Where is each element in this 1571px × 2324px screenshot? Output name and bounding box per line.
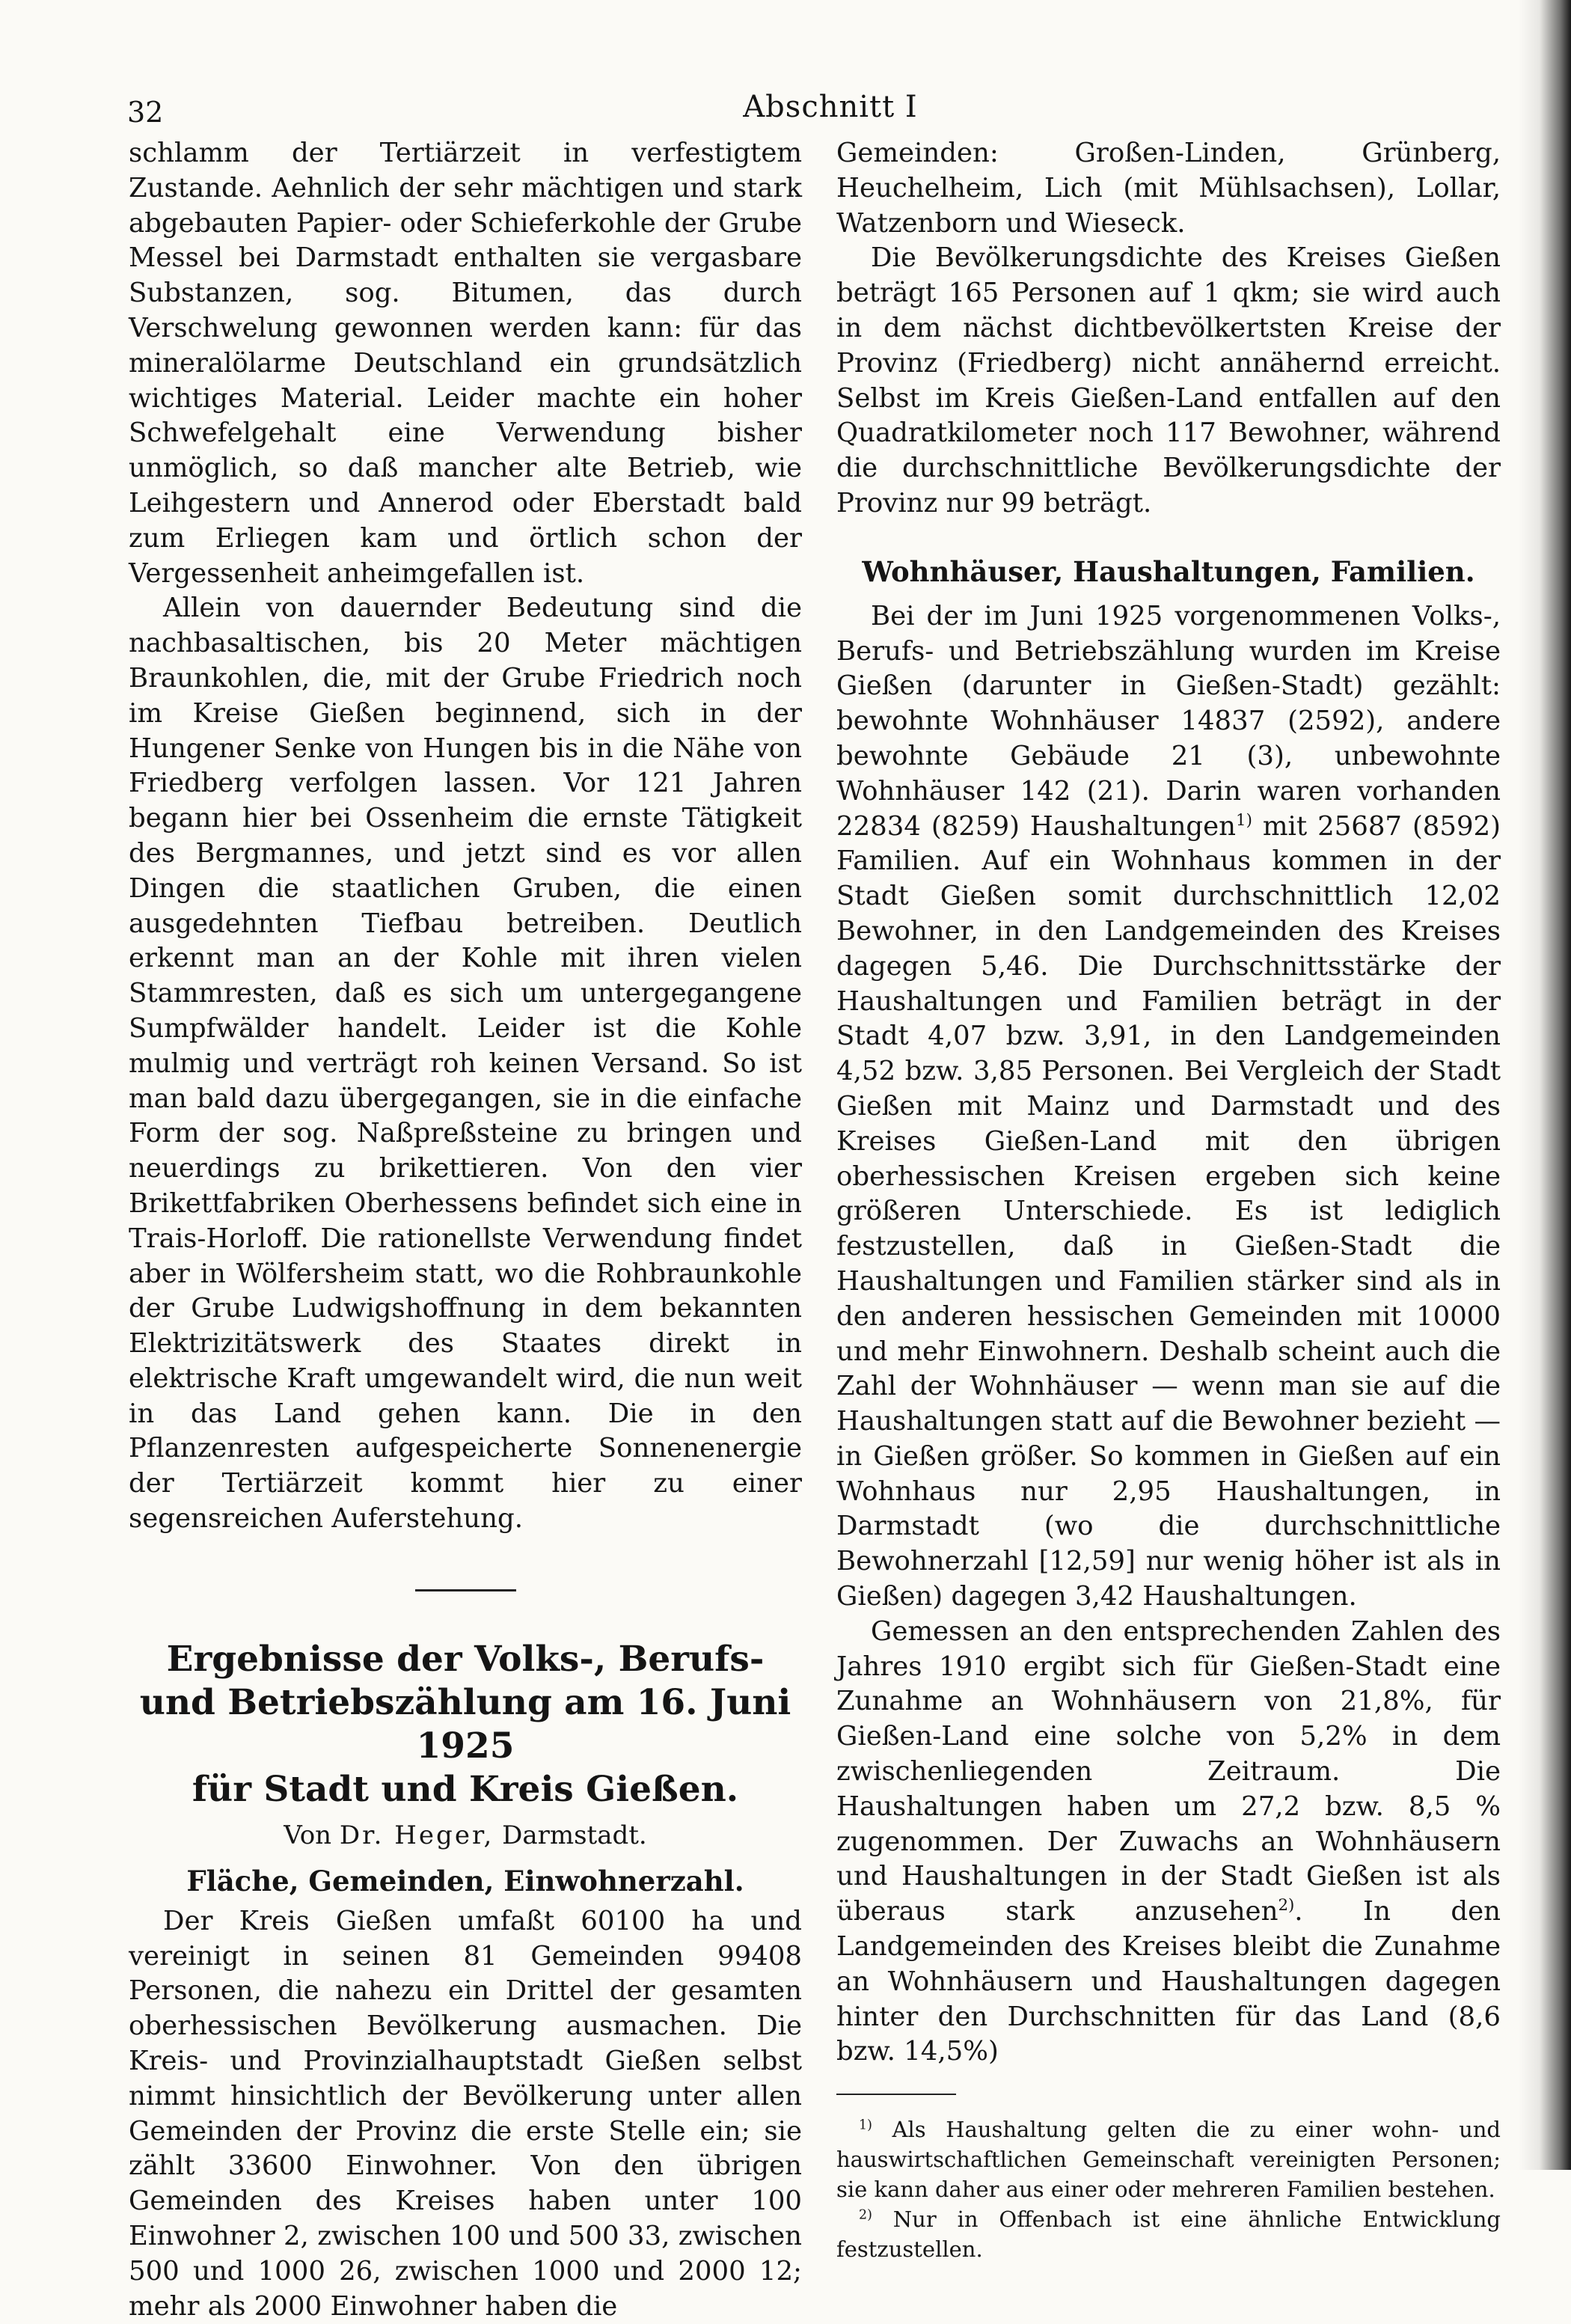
footnote-ref: 2) <box>1278 1896 1295 1915</box>
page-edge-shadow <box>1519 0 1571 2170</box>
footnote <box>836 2114 1501 2204</box>
footnote <box>836 2204 1501 2264</box>
left-column <box>129 136 802 2324</box>
footnotes <box>836 2114 1501 2264</box>
article-title-line: für Stadt und Kreis Gießen. <box>192 1768 739 1810</box>
section-heading: Wohnhäuser, Haushaltungen, Familien. <box>862 554 1475 588</box>
byline-author: Dr. Heger, <box>339 1820 494 1850</box>
section-heading: Fläche, Gemeinden, Einwohnerzahl. <box>186 1864 744 1898</box>
paragraph <box>836 1615 1501 2070</box>
paragraph <box>836 599 1501 1615</box>
paragraph: schlamm der Tertiärzeit in verfestigtem Zustande. Aehnlich der sehr mächtigen und stark abgebauten Papier- oder Schieferkohle der Grube Messel bei Darmstadt enthalten sie vergasbare Substanzen, sog. Bitumen, das durch Verschwelung gewonnen werden kann: für das mineralölarme Deutschland ein grundsätzlich wichtiges Material. Leider machte ein hoher Schwefelgehalt eine Verwendung bisher unmöglich, so daß mancher alte Betrieb, wie Leihgestern und Annerod oder Eberstadt bald zum Erliegen kam und örtlich schon der Vergessenheit anheimgefallen ist. <box>129 138 802 589</box>
page-number: 32 <box>127 96 164 129</box>
paragraph: Allein von dauernder Bedeutung sind die nachbasaltischen, bis 20 Meter mächtigen Braunkohlen, die, mit der Grube Friedrich noch im Kreise Gießen beginnend, sich in der Hungener Senke von Hungen bis in die Nähe von Friedberg verfolgen lassen. Vor 121 Jahren begann hier bei Ossenheim die ernste Tätigkeit des Bergmannes, und jetzt sind es vor allen Dingen die staatlichen Gruben, die einen ausgedehnten Tiefbau betreiben. Deutlich erkennt man an der Kohle mit ihren vielen Stammresten, daß es sich um untergegangene Sumpfwälder handelt. Leider ist die Kohle mulmig und verträgt roh keinen Versand. So ist man bald dazu übergegangen, sie in die einfache Form der sog. Naßpreßsteine zu bringen und neuerdings zu brikettieren. Von den vier Brikettfabriken Oberhessens befindet sich eine in Trais-Horloff. Die rationellste Verwendung findet aber in Wölfersheim statt, wo die Rohbraunkohle der Grube Ludwigshoffnung in dem bekannten Elektrizitätswerk des Staates direkt in elektrische Kraft umgewandelt wird, die nun weit in das Land gehen kann. Die in den Pflanzenresten aufgespeicherte Sonnenenergie der Tertiärzeit kommt hier zu einer segensreichen Auferstehung. <box>129 593 802 1535</box>
byline <box>129 1817 802 1853</box>
byline-prefix: Von <box>284 1820 332 1850</box>
paragraph-text: . In den Landgemeinden des Kreises bleibt die Zunahme an Wohnhäusern und Haushaltungen dagegen hinter den Durchschnitten für das Land (8,6 bzw. 14,5%) <box>836 1896 1501 2067</box>
footnote-marker: 1) <box>859 2117 872 2133</box>
footnote-rule <box>836 2094 956 2095</box>
paragraph: Gemeinden: Großen-Linden, Grünberg, Heuchelheim, Lich (mit Mühlsachsen), Lollar, Watzenborn und Wieseck. <box>836 138 1501 239</box>
paragraph-text: mit 25687 (8592) Familien. Auf ein Wohnhaus kommen in der Stadt Gießen somit durchschnittlich 12,02 Bewohner, in den Landgemeinden des Kreises dagegen 5,46. Die Durchschnittsstärke der Haushaltungen und Familien beträgt in der Stadt 4,07 bzw. 3,91, in den Landgemeinden 4,52 bzw. 3,85 Personen. Bei Vergleich der Stadt Gießen mit Mainz und Darmstadt und des Kreises Gießen-Land mit den übrigen oberhessischen Kreisen ergeben sich keine größeren Unterschiede. Es ist lediglich festzustellen, daß in Gießen-Stadt die Haushaltungen und Familien stärker sind als in den anderen hessischen Gemeinden mit 10000 und mehr Einwohnern. Deshalb scheint auch die Zahl der Wohnhäuser — wenn man sie auf die Haushaltungen statt auf die Bewohner bezieht — in Gießen größer. So kommen in Gießen auf ein Wohnhaus nur 2,95 Haushaltungen, in Darmstadt (wo die durchschnittliche Bewohnerzahl [12,59] nur wenig höher ist als in Gießen) dagegen 3,42 Haushaltungen. <box>836 810 1501 1612</box>
article-title-line: Ergebnisse der Volks-, Berufs- <box>166 1638 765 1680</box>
paragraph-text: Bei der im Juni 1925 vorgenommenen Volks-, Berufs- und Betriebszählung wurden im Kreise Gießen (darunter in Gießen-Stadt) gezählt: bewohnte Wohnhäuser 14837 (2592), andere bewohnte Gebäude 21 (3), unbewohnte Wohnhäuser 142 (21). Darin waren vorhanden 22834 (8259) Haushaltungen <box>836 600 1501 842</box>
running-head: Abschnitt I <box>743 90 918 124</box>
footnote-text: Als Haushaltung gelten die zu einer wohn- und hauswirtschaftlichen Gemeinschaft vereinigten Personen; sie kann daher aus einer oder mehreren Familien bestehen. <box>836 2117 1501 2203</box>
separator-rule <box>415 1589 516 1591</box>
footnote-marker: 2) <box>859 2207 872 2223</box>
paragraph: Der Kreis Gießen umfaßt 60100 ha und vereinigt in seinen 81 Gemeinden 99408 Personen, die nahezu ein Drittel der gesamten oberhessischen Bevölkerung ausmachen. Die Kreis- und Provinzialhauptstadt Gießen selbst nimmt hinsichtlich der Bevölkerung unter allen Gemeinden der Provinz die erste Stelle ein; sie zählt 33600 Einwohner. Von den übrigen Gemeinden des Kreises haben unter 100 Einwohner 2, zwischen 100 und 500 33, zwischen 500 und 1000 26, zwischen 1000 und 2000 12; mehr als 2000 Einwohner haben die <box>129 1905 802 2322</box>
paragraph: Die Bevölkerungsdichte des Kreises Gießen beträgt 165 Personen auf 1 qkm; sie wird auch in dem nächst dichtbevölkertsten Kreise der Provinz (Friedberg) nicht annähernd erreicht. Selbst im Kreis Gießen-Land entfallen auf den Quadratkilometer noch 117 Bewohner, während die durchschnittliche Bevölkerungsdichte der Provinz nur 99 beträgt. <box>836 242 1501 519</box>
paragraph-text: Gemessen an den entsprechenden Zahlen des Jahres 1910 ergibt sich für Gießen-Stadt eine Zunahme an Wohnhäusern von 21,8%, für Gießen-Land eine solche von 5,2% in dem zwischenliegenden Zeitraum. Die Haushaltungen haben um 27,2 bzw. 8,5 % zugenommen. Der Zuwachs an Wohnhäusern und Haushaltungen in der Stadt Gießen ist als überaus stark anzusehen <box>836 1615 1501 1927</box>
footnote-ref: 1) <box>1236 810 1252 830</box>
article-title <box>129 1638 802 1811</box>
right-column <box>836 136 1501 2264</box>
byline-place: Darmstadt. <box>502 1820 647 1850</box>
footnote-text: Nur in Offenbach ist eine ähnliche Entwicklung festzustellen. <box>836 2207 1501 2263</box>
article-title-line: und Betriebszählung am 16. Juni 1925 <box>139 1681 791 1767</box>
